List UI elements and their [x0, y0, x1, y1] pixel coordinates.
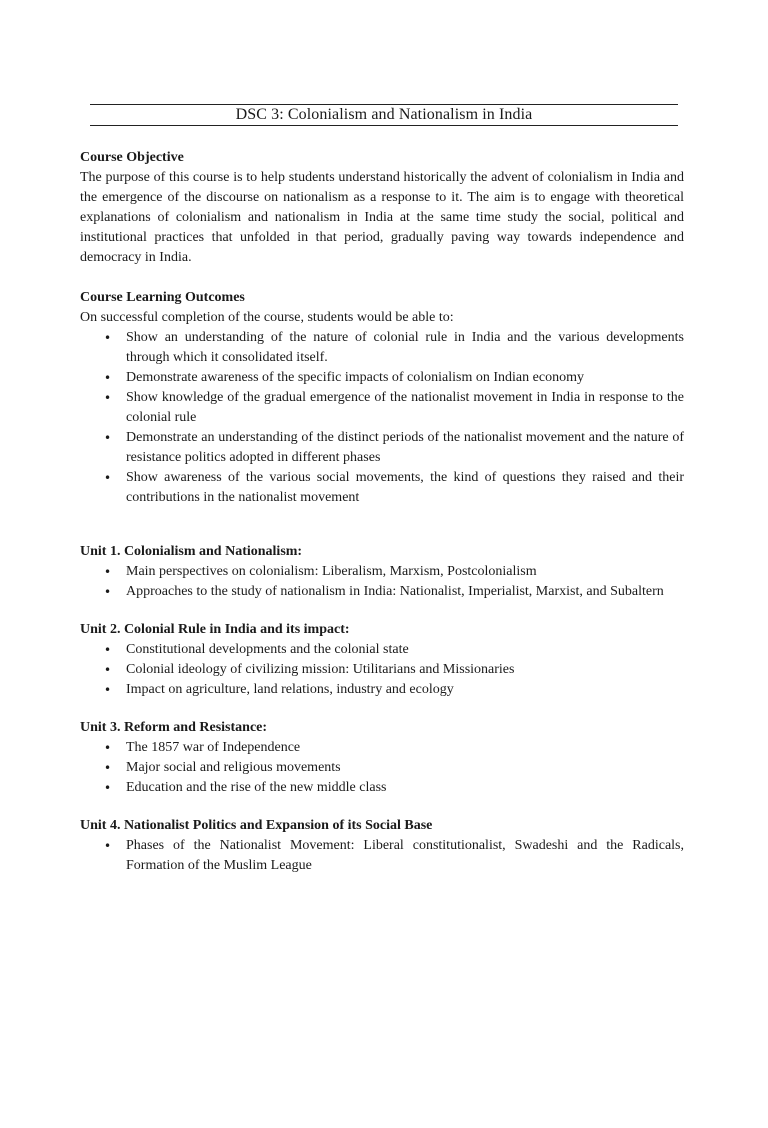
unit-2-list [80, 640, 684, 700]
list-item: • Show an understanding of the nature of colonial rule in India and the various developments through which it consolidated itself. [126, 328, 684, 368]
list-item: • Main perspectives on colonialism: Liberalism, Marxism, Postcolonialism [126, 562, 684, 582]
unit-2-heading: Unit 2. Colonial Rule in India and its impact: [80, 622, 350, 637]
unit-3-list [80, 738, 684, 798]
list-item: • Show awareness of the various social movements, the kind of questions they raised and their contributions in the nationalist movement [126, 468, 684, 508]
unit-2-section [80, 620, 684, 700]
list-item: • Demonstrate awareness of the specific impacts of colonialism on Indian economy [126, 368, 684, 388]
title-block [90, 104, 678, 126]
list-item: • Demonstrate an understanding of the distinct periods of the nationalist movement and the nature of resistance politics adopted in different phases [126, 428, 684, 468]
list-item: • Constitutional developments and the colonial state [126, 640, 684, 660]
unit-3-section [80, 718, 684, 798]
unit-4-section [80, 816, 684, 876]
learning-outcomes-intro: On successful completion of the course, students would be able to: [80, 310, 454, 325]
list-item: • Phases of the Nationalist Movement: Liberal constitutionalist, Swadeshi and the Radicals, Formation of the Muslim League [126, 836, 684, 876]
unit-1-list [80, 562, 684, 602]
unit-3-heading: Unit 3. Reform and Resistance: [80, 720, 268, 735]
unit-1-section [80, 542, 684, 602]
course-objective-section [80, 148, 684, 268]
learning-outcomes-section [80, 288, 684, 508]
unit-4-list [80, 836, 684, 876]
list-item: • Major social and religious movements [126, 758, 684, 778]
list-item: • Impact on agriculture, land relations, industry and ecology [126, 680, 684, 700]
document-page [0, 104, 768, 1128]
list-item: • The 1857 war of Independence [126, 738, 684, 758]
page-title: DSC 3: Colonialism and Nationalism in India [235, 106, 533, 123]
learning-outcomes-list [80, 328, 684, 508]
unit-4-heading: Unit 4. Nationalist Politics and Expansion of its Social Base [80, 818, 433, 833]
course-objective-heading: Course Objective [80, 150, 184, 165]
list-item: • Colonial ideology of civilizing mission: Utilitarians and Missionaries [126, 660, 684, 680]
list-item: • Education and the rise of the new middle class [126, 778, 684, 798]
list-item: • Approaches to the study of nationalism in India: Nationalist, Imperialist, Marxist, and Subaltern [126, 582, 684, 602]
unit-1-heading: Unit 1. Colonialism and Nationalism: [80, 544, 303, 559]
list-item: • Show knowledge of the gradual emergence of the nationalist movement in India in response to the colonial rule [126, 388, 684, 428]
learning-outcomes-heading: Course Learning Outcomes [80, 290, 245, 305]
course-objective-text: The purpose of this course is to help students understand historically the advent of colonialism in India and the emergence of the discourse on nationalism as a response to it. The aim is to engage with theoretical explanations of colonialism and nationalism in India at the same time study the social, political and institutional practices that unfolded in that period, gradually paving way towards independence and democracy in India. [80, 170, 684, 265]
